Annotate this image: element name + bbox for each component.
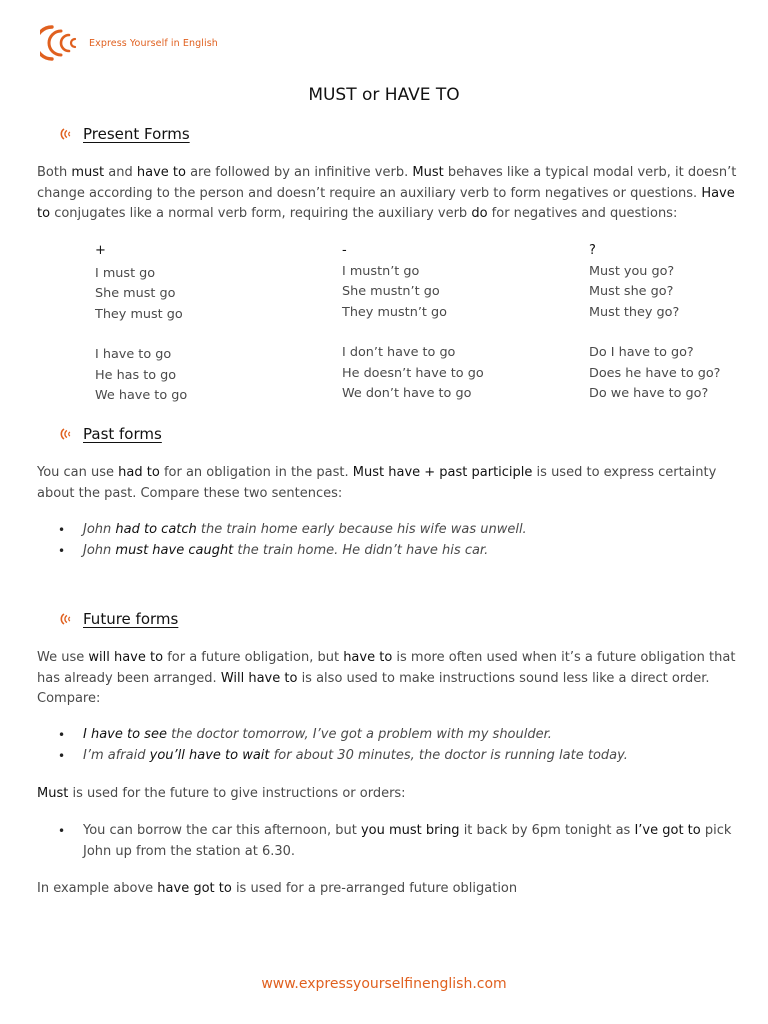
text-segment: behaves like a typical modal verb, it doesn’t change according to the person and doesn’t require an auxiliary verb to form negatives or questions.: [37, 165, 737, 201]
text-segment: is used to express certainty about the past. Compare these two sentences:: [37, 465, 717, 501]
list-item: [58, 520, 738, 541]
form-line: Must you go?: [589, 263, 675, 279]
text-segment: You can borrow the car this afternoon, but: [83, 823, 361, 838]
form-line: They must go: [95, 306, 183, 322]
list-item: [58, 746, 738, 767]
bullet-dot: •: [58, 748, 66, 763]
text-segment: John: [83, 542, 116, 558]
section-present-forms: [60, 125, 190, 143]
text-segment: You can use: [37, 465, 119, 480]
section-past-forms: [60, 425, 162, 443]
list-item: [58, 541, 738, 562]
keyword: you must bring: [360, 823, 460, 838]
keyword: Must have + past participle: [352, 465, 533, 480]
keyword: Will have to: [220, 670, 298, 686]
section-heading: Present Forms: [83, 125, 190, 143]
text-segment: for an obligation in the past.: [159, 465, 353, 480]
keyword: Have to: [37, 185, 735, 221]
past-intro-paragraph: [37, 463, 737, 504]
concentric-arcs-logo-icon: [40, 23, 80, 63]
bullet-dot: •: [58, 824, 66, 838]
text-segment: We use: [37, 650, 89, 665]
keyword: must have caught: [115, 542, 234, 558]
keyword: have got to: [157, 881, 232, 896]
form-line: We have to go: [95, 388, 188, 403]
form-line: I don’t have to go: [342, 345, 456, 360]
brand-logo: [40, 23, 218, 63]
future-examples-list: [58, 725, 738, 766]
text-segment: for a future obligation, but: [163, 650, 344, 665]
keyword: have to: [343, 650, 393, 665]
section-future-forms: [60, 610, 178, 628]
keyword: will have to: [88, 650, 164, 665]
text-segment: Both: [37, 165, 72, 180]
form-line: They mustn’t go: [342, 304, 447, 320]
future-intro-paragraph: [37, 648, 737, 710]
text-segment: the train home early because his wife was unwell.: [196, 522, 527, 537]
keyword: I’ve got to: [634, 823, 701, 838]
form-line: He doesn’t have to go: [342, 365, 484, 381]
negative-symbol: -: [342, 243, 347, 258]
form-line: Must she go?: [589, 284, 674, 299]
keyword: Must: [37, 786, 69, 801]
orange-arcs-bullet-icon: [60, 427, 74, 441]
present-intro-paragraph: [37, 163, 737, 225]
positive-forms-column: [95, 241, 187, 407]
text-segment: is used for the future to give instructions or orders:: [68, 786, 406, 801]
form-line: She must go: [95, 286, 176, 301]
brand-name: Express Yourself in English: [89, 37, 218, 49]
text-segment: for about 30 minutes, the doctor is running late today.: [269, 747, 628, 763]
footer-website-link[interactable]: www.expressyourselfinenglish.com: [261, 976, 507, 992]
text-segment: In example above: [37, 881, 158, 896]
text-segment: for negatives and questions:: [487, 206, 678, 221]
text-segment: are followed by an infinitive verb.: [185, 165, 413, 180]
keyword: must: [71, 165, 105, 180]
keyword: Must: [412, 165, 444, 180]
keyword: had to catch: [115, 522, 197, 537]
list-item: [58, 725, 738, 746]
question-forms-column: [589, 241, 720, 405]
form-line: She mustn’t go: [342, 284, 440, 299]
order-example-list: [58, 821, 738, 862]
text-segment: it back by 6pm tonight as: [459, 823, 635, 838]
text-segment: conjugates like a normal verb form, requiring the auxiliary verb: [50, 206, 472, 221]
question-symbol: ?: [589, 243, 596, 258]
form-line: I mustn’t go: [342, 263, 420, 279]
text-segment: the doctor tomorrow, I’ve got a problem with my shoulder.: [166, 727, 552, 742]
form-line: Must they go?: [589, 304, 680, 320]
form-line: Do we have to go?: [589, 386, 709, 401]
list-item: [58, 821, 738, 862]
orange-arcs-bullet-icon: [60, 612, 74, 626]
form-line: Do I have to go?: [589, 345, 694, 360]
section-heading: Future forms: [83, 610, 179, 628]
bullet-dot: •: [58, 543, 66, 558]
form-line: Does he have to go?: [589, 365, 721, 381]
text-segment: pick John up from the station at 6.30.: [83, 823, 732, 859]
keyword: had to: [118, 465, 160, 480]
text-segment: is also used to make instructions sound less like a direct order. Compare:: [37, 670, 710, 706]
text-segment: and: [104, 165, 137, 180]
bullet-dot: •: [58, 728, 66, 742]
form-line: He has to go: [95, 367, 177, 383]
keyword: you’ll have to wait: [149, 747, 270, 763]
section-heading: Past forms: [83, 425, 162, 443]
keyword: have to: [136, 165, 186, 180]
keyword: do: [471, 206, 488, 221]
past-examples-list: [58, 520, 738, 561]
form-line: I must go: [95, 265, 156, 281]
text-segment: John: [83, 522, 116, 537]
form-line: I have to go: [95, 347, 172, 362]
text-segment: is used for a pre-arranged future obligation: [231, 881, 518, 896]
text-segment: is more often used when it’s a future obligation that has already been arranged.: [37, 650, 736, 686]
closing-paragraph: [37, 879, 737, 900]
form-line: We don’t have to go: [342, 386, 472, 401]
must-future-paragraph: [37, 784, 737, 805]
text-segment: the train home. He didn’t have his car.: [233, 542, 489, 558]
positive-symbol: +: [95, 243, 106, 258]
negative-forms-column: [342, 241, 484, 405]
text-segment: I’m afraid: [83, 747, 150, 763]
orange-arcs-bullet-icon: [60, 127, 74, 141]
keyword: I have to see: [83, 727, 167, 742]
bullet-dot: •: [58, 523, 66, 537]
page-title: MUST or HAVE TO: [308, 85, 460, 105]
